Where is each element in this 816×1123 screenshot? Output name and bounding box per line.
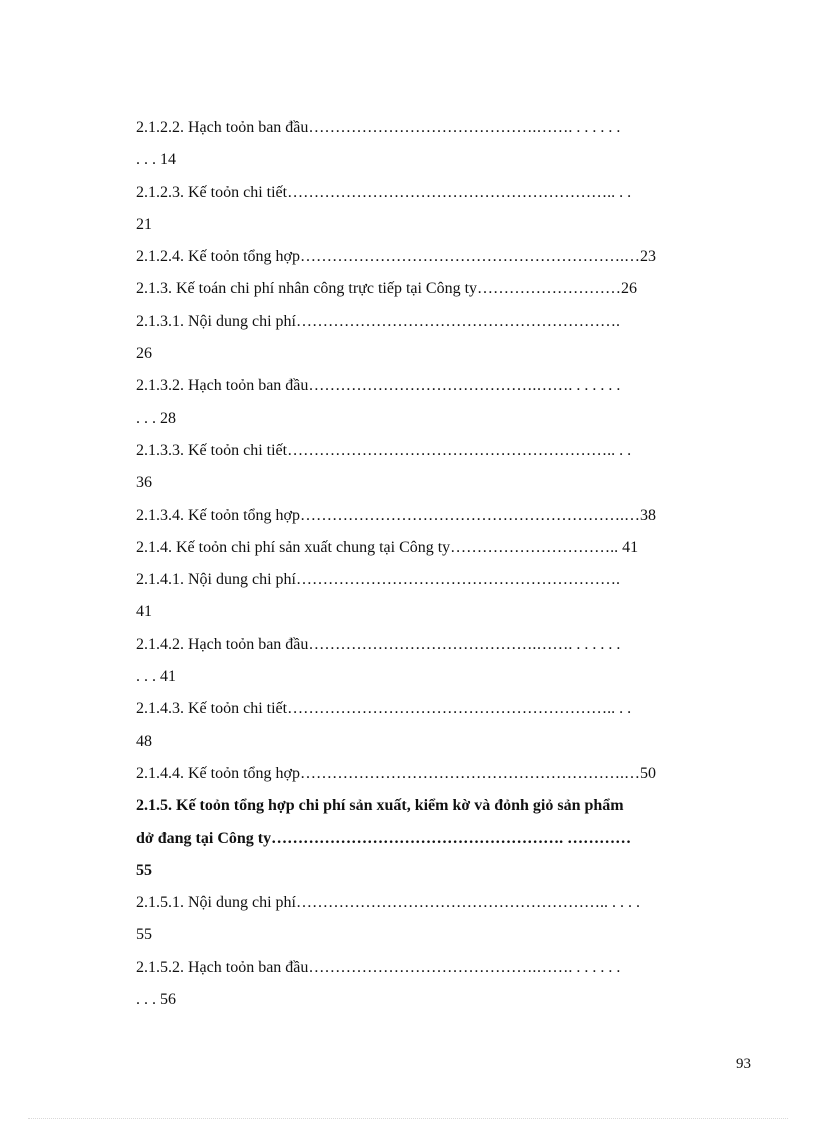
- toc-line: 48: [136, 732, 152, 750]
- toc-line: 26: [136, 345, 152, 363]
- toc-line: 2.1.2.3. Kế toỏn chi tiết…………………………………………………….. . .: [136, 183, 632, 201]
- toc-line: 2.1.3.1. Nội dung chi phí…………………………………………………….: [136, 312, 620, 330]
- toc-line: . . . 56: [136, 991, 176, 1009]
- toc-line: . . . 41: [136, 668, 176, 686]
- toc-line: 2.1.4.3. Kế toỏn chi tiết…………………………………………………….. . .: [136, 700, 632, 718]
- toc-line: 2.1.3.4. Kế toỏn tổng hợp…………………………………………………….…38: [136, 506, 657, 524]
- toc-line: 2.1.2.4. Kế toỏn tổng hợp…………………………………………………….…23: [136, 248, 657, 266]
- toc-heading-line: dở đang tại Công ty………………………………………………. …………: [136, 829, 632, 847]
- toc-line: 2.1.5.1. Nội dung chi phí………………………………………………….. . . . .: [136, 894, 640, 912]
- toc-heading-line: 55: [136, 861, 152, 879]
- toc-line: 2.1.2.2. Hạch toỏn ban đầu…………………………………….……. . . . . . .: [136, 119, 621, 136]
- page-number: 93: [736, 1056, 751, 1072]
- toc-line: 36: [136, 474, 152, 492]
- toc-line: 55: [136, 926, 152, 944]
- toc-line: . . . 28: [136, 409, 176, 427]
- toc-line: 2.1.3. Kế toán chi phí nhân công trực tiếp tại Công ty………………………26: [136, 280, 638, 298]
- toc-line: 2.1.3.3. Kế toỏn chi tiết…………………………………………………….. . .: [136, 441, 632, 459]
- toc-line: 21: [136, 215, 152, 233]
- table-of-contents: [136, 112, 740, 1016]
- toc-line: 2.1.4.4. Kế toỏn tổng hợp…………………………………………………….…50: [136, 764, 657, 782]
- toc-line: 41: [136, 603, 152, 621]
- toc-line: 2.1.4. Kế toỏn chi phí sản xuất chung tại Công ty………………………….. 41: [136, 538, 639, 556]
- toc-line: 2.1.4.2. Hạch toỏn ban đầu…………………………………….……. . . . . . .: [136, 635, 621, 653]
- toc-line: 2.1.5.2. Hạch toỏn ban đầu…………………………………….……. . . . . . .: [136, 958, 621, 976]
- toc-line: 2.1.4.1. Nội dung chi phí…………………………………………………….: [136, 571, 620, 589]
- toc-line: . . . 14: [136, 151, 176, 169]
- toc-line: 2.1.3.2. Hạch toỏn ban đầu…………………………………….……. . . . . . .: [136, 377, 621, 395]
- toc-heading-line: 2.1.5. Kế toỏn tổng hợp chi phí sản xuất, kiểm kờ và đỏnh giỏ sản phẩm: [136, 797, 624, 815]
- page-bottom-divider: [28, 1118, 788, 1119]
